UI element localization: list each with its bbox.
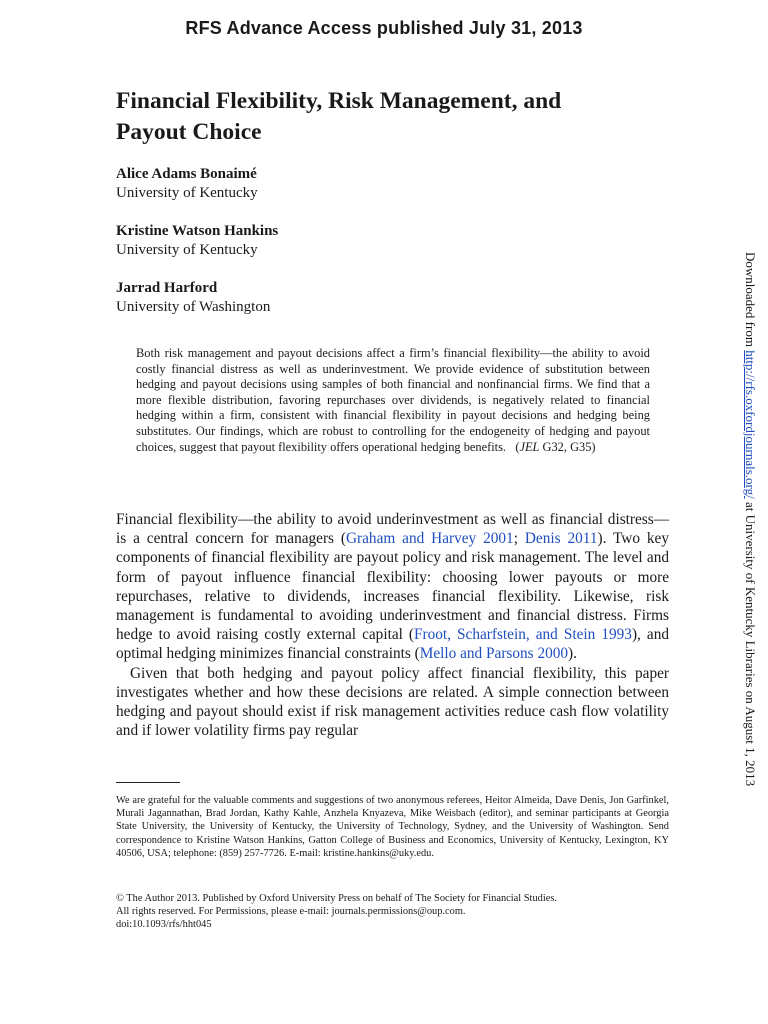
author-block <box>116 222 278 260</box>
text-run: ). Two key components of financial flexibility are payout policy and risk management. The level and form of payout influence financial flexibility: choosing lower payouts or more repurchases, relative to dividends, increases financial flexibility. Likewise, risk management is fundamental to avoiding underinvestment and financial distress. Firms hedge to avoid raising costly external capital ( <box>116 530 669 644</box>
citation-link[interactable]: Graham and Harvey 2001 <box>346 530 514 548</box>
author-block <box>116 165 258 203</box>
doi-line: doi:10.1093/rfs/hht045 <box>116 919 212 931</box>
copyright-line: © The Author 2013. Published by Oxford University Press on behalf of The Society for Financial Studies. <box>116 893 557 904</box>
body-text <box>116 510 669 740</box>
paragraph <box>116 510 669 664</box>
citation-link[interactable]: Denis 2011 <box>524 530 598 548</box>
footnote: We are grateful for the valuable comments and suggestions of two anonymous referees, Heitor Almeida, Dave Denis, Jon Garfinkel, Murali Jagannathan, Brad Jordan, Kathy Kahle, Anzhela Knyazeva, Mike Weisbach (editor), and seminar participants at Georgia State University, the University of Kentucky, the University of Technology, Sydney, and the University of Washington. Send correspondence to Kristine Watson Hankins, Gatton College of Business and Economics, University of Kentucky, Lexington, KY 40506, USA; telephone: (859) 257-7726. E-mail: kristine.hankins@uky.edu. <box>116 795 669 859</box>
journal-header: RFS Advance Access published July 31, 2013 <box>185 18 583 38</box>
paragraph: Given that both hedging and payout policy affect financial flexibility, this paper investigates whether and how these decisions are related. A simple connection between hedging and payout should exist if risk management activities reduce cash flow volatility and if lower volatility firms pay regular <box>116 664 669 740</box>
author-block <box>116 279 270 317</box>
watermark-prefix: Downloaded from <box>743 252 758 351</box>
footnote-rule <box>116 782 180 783</box>
jel-label: JEL <box>519 439 540 454</box>
text-run: Financial flexibility—the ability to avoid underinvestment as well as financial distress—is a central concern for managers ( <box>116 511 669 548</box>
text-run: ), and optimal hedging minimizes financial constraints ( <box>116 626 669 663</box>
citation-link[interactable]: Mello and Parsons 2000 <box>419 645 569 663</box>
author-name: Alice Adams Bonaimé <box>116 166 257 182</box>
author-affiliation: University of Kentucky <box>116 185 258 201</box>
author-affiliation: University of Kentucky <box>116 242 258 258</box>
copyright-block <box>116 892 669 932</box>
paper-title <box>116 86 706 148</box>
text-run: ; <box>513 530 525 548</box>
author-name: Jarrad Harford <box>116 280 218 296</box>
download-watermark <box>742 252 758 786</box>
title-line-1: Financial Flexibility, Risk Management, and <box>116 88 562 114</box>
watermark-suffix: at University of Kentucky Libraries on August 1, 2013 <box>743 498 758 787</box>
copyright-line: All rights reserved. For Permissions, please e-mail: journals.permissions@oup.com. <box>116 906 466 918</box>
abstract-text: Both risk management and payout decisions affect a firm’s financial flexibility—the ability to avoid costly financial distress as well as underinvestment. We provide evidence of substitution between hedging and payout decisions using samples of both financial and nonfinancial firms. We find that a more flexible distribution, favoring repurchases over dividends, is negatively related to financial hedging within a firm, consistent with financial flexibility in payout decisions and hedging being substitutes. Our findings, which are robust to controlling for the endogeneity of hedging and payout choices, suggest that payout flexibility offers operational hedging benefits. <box>136 346 650 454</box>
jel-codes: G32, G35 <box>542 439 592 454</box>
author-affiliation: University of Washington <box>116 299 271 315</box>
title-line-2: Payout Choice <box>116 119 262 145</box>
abstract: Both risk management and payout decisions affect a firm’s financial flexibility—the ability to avoid costly financial distress as well as underinvestment. We provide evidence of substitution between hedging and payout decisions using samples of both financial and nonfinancial firms. We find that a more flexible distribution, favoring repurchases over dividends, is negatively related to financial hedging within a firm, consistent with financial flexibility in payout decisions and hedging being substitutes. Our findings, which are robust to controlling for the endogeneity of hedging and payout choices, suggest that payout flexibility offers operational hedging benefits. (JEL G32, G35) <box>136 346 650 454</box>
text-run: ). <box>568 645 577 663</box>
author-name: Kristine Watson Hankins <box>116 223 279 239</box>
citation-link[interactable]: Froot, Scharfstein, and Stein 1993 <box>414 626 632 644</box>
journal-site-link[interactable]: http://rfs.oxfordjournals.org/ <box>743 350 758 499</box>
